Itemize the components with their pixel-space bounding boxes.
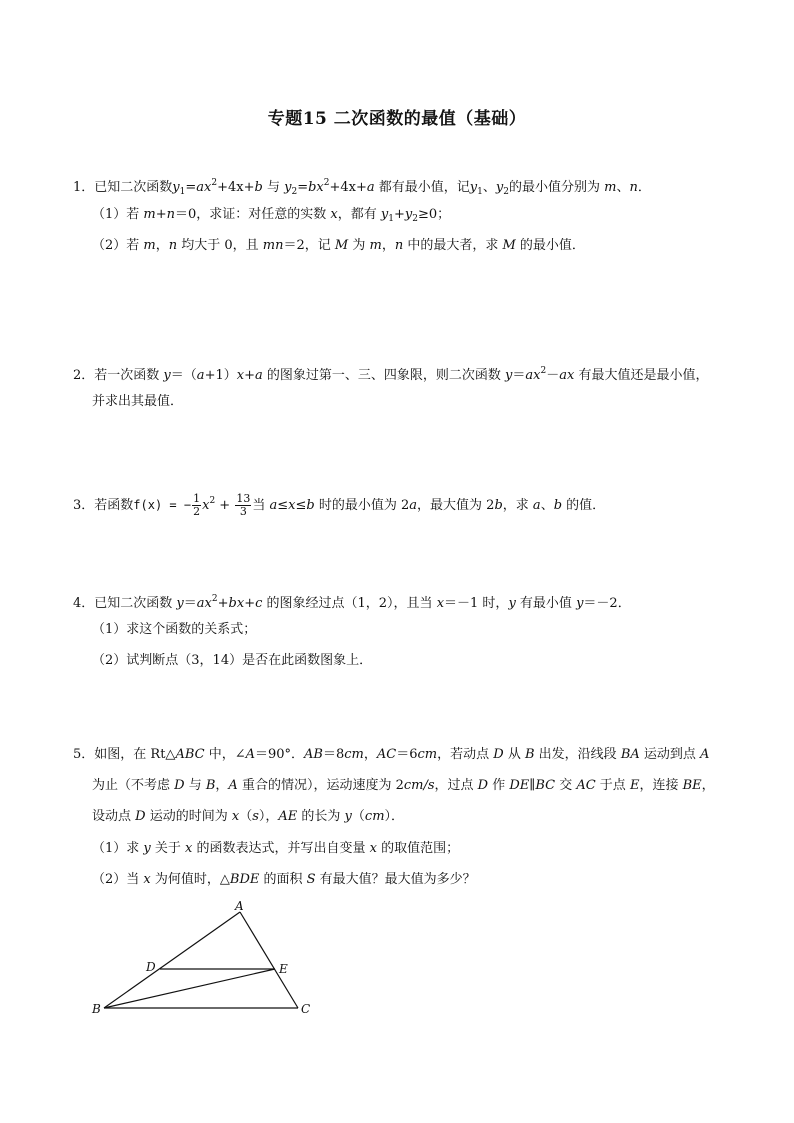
fraction-thirteen-thirds: $\frac{13}{3}$	[236, 492, 251, 518]
label-b: B	[92, 1002, 101, 1016]
problem-5-line-3: 设动点 D 运动的时间为 x（s），AE 的长为 y（cm）．	[92, 809, 405, 824]
page-title: 专题15 二次函数的最值（基础）	[267, 109, 527, 129]
segment-ac	[240, 912, 298, 1008]
segment-be	[104, 969, 275, 1008]
segment-ba	[104, 912, 240, 1008]
fraction-one-half: $\frac{1}{2}$	[193, 492, 201, 518]
problem-1-sub-1: （1）若 m+n＝0，求证：对任意的实数 x，都有 $y_1+y_2\ge 0$；	[92, 207, 451, 224]
label-e: E	[279, 962, 288, 976]
problem-2-stem-line-2: 并求出其最值．	[92, 394, 184, 409]
label-d: D	[146, 960, 156, 974]
problem-5-sub-2: （2）当 x 为何值时，△BDE 的面积 S 有最大值？最大值为多少？	[92, 872, 476, 887]
problem-5-line-2: 为止（不考虑 D 与 B，A 重合的情况），运动速度为 2cm/s，过点 D 作 DE∥BC 交 AC 于点 E，连接 BE，	[92, 778, 715, 793]
problem-4-sub-1: （1）求这个函数的关系式；	[92, 622, 257, 637]
problem-5-line-1: 5．如图，在 Rt△ABC 中，∠A＝90°．AB＝8cm，AC＝6cm，若动点 D 从 B 出发，沿线段 BA 运动到点 A	[73, 747, 710, 762]
problem-5-sub-1: （1）求 y 关于 x 的函数表达式，并写出自变量 x 的取值范围；	[92, 841, 460, 856]
label-a: A	[235, 899, 244, 913]
triangle-figure	[88, 896, 328, 1026]
label-c: C	[301, 1002, 311, 1016]
problem-4-sub-2: （2）试判断点（3，14）是否在此函数图象上．	[92, 653, 373, 668]
problem-2-stem: 2．若一次函数 y＝（a+1）x+a 的图象过第一、三、四象限，则二次函数 $y=ax^2-ax$ 有最大值还是最小值，	[73, 366, 709, 383]
problem-3-stem: 3．若函数f(x) = − $\frac{1}{2}$ $x^2$ + $\frac{13}{3}$ 当 a≤x≤b 时的最小值为 2a，最大值为 2b，求 a、b 的值．	[73, 492, 606, 518]
problem-4-stem: 4．已知二次函数 $y=ax^2+bx+c$ 的图象经过点（1，2），且当 x＝－1 时，y 有最小值 y＝－2．	[73, 594, 631, 611]
problem-1-sub-2: （2）若 m，n 均大于 0，且 mn＝2，记 M 为 m，n 中的最大者，求 M 的最小值．	[92, 238, 585, 253]
problem-1-stem: 1．已知二次函数$y_1=ax^2+4x+b$ 与 $y_2=bx^2+4x+a$ 都有最小值，记$y_1$、$y_2$的最小值分别为 m、n．	[73, 178, 651, 197]
